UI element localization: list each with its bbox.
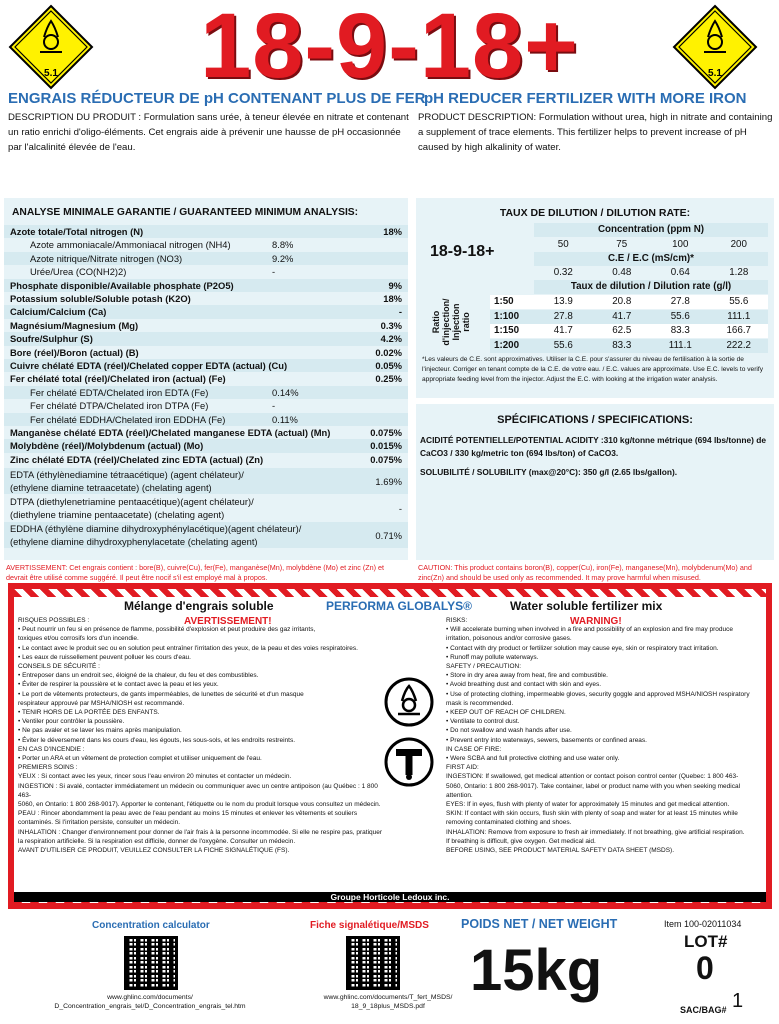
analysis-label: Phosphate disponible/Available phosphate (P2O5)	[10, 279, 234, 291]
analysis-row	[4, 305, 408, 318]
product-title: 18-9-18+	[200, 0, 579, 97]
safety-line: removing contaminated clothing and shoes.	[446, 819, 572, 827]
analysis-sub-value: 0.14%	[272, 386, 299, 398]
dilution-cell: 1.28	[729, 267, 749, 278]
analysis-row	[4, 359, 408, 372]
dilution-cell: 41.7	[553, 325, 573, 336]
injection-ratio: 1:50	[494, 296, 514, 307]
dilution-cell: 222.2	[726, 339, 752, 351]
dilution-cell: 13.9	[553, 296, 573, 307]
analysis-row	[4, 279, 408, 292]
agent-label-line-1: EDDHA (éthylène diamine dihydroxyphénylacétique)(agent chélateur)/	[10, 523, 302, 535]
ce-header: C.E / E.C (mS/cm)*	[534, 252, 768, 266]
agent-label-line-1: EDTA (éthylènediamine tétraacétique) (agent chélateur)/	[10, 469, 244, 481]
company-name: Groupe Horticole Ledoux inc.	[14, 892, 766, 902]
description-fr: DESCRIPTION DU PRODUIT : Formulation sans urée, à teneur élevée en nitrate et contenant un ratio enrichi d'oligo-éléments. Cet engrais aide à prévenir une hausse de pH occasionnée par l'alcalinité élevée de l'eau.	[8, 112, 409, 153]
subtitle-en: pH REDUCER FERTILIZER WITH MORE IRON	[424, 90, 747, 107]
conc-header: Concentration (ppm N)	[534, 223, 768, 237]
guaranteed-analysis-panel	[4, 198, 408, 560]
analysis-value: -	[398, 306, 402, 318]
analysis-sub-value: 9.2%	[272, 252, 294, 264]
safety-box	[8, 583, 772, 909]
safety-line: • Contact with dry product or fertilizer solution may cause eye, skin or respiratory tract irritation.	[446, 644, 719, 652]
dilution-rate-values	[534, 339, 768, 353]
analysis-row	[4, 238, 408, 251]
specifications-panel	[416, 404, 774, 560]
safety-line: • Ne pas avaler et se laver les mains après manipulation.	[18, 727, 182, 735]
safety-line: irritation, poisonous and/or corrosive gases.	[446, 635, 572, 643]
warning-label: WARNING!	[570, 616, 622, 627]
analysis-label: Soufre/Sulphur (S)	[10, 333, 93, 345]
analysis-label: Fer chélaté total (réel)/Chelated iron (actual) (Fe)	[10, 373, 226, 385]
agent-label	[10, 468, 244, 494]
analysis-row	[4, 332, 408, 345]
analysis-label: Calcium/Calcium (Ca)	[10, 306, 107, 318]
dilution-cell: 0.64	[670, 267, 690, 278]
agent-label-line-2: (ethylene diamine dihydroxyphenylacetate (chelating agent)	[10, 536, 258, 548]
safety-line: INGESTION: If swallowed, get medical attention or contact poison control center (Quebec: 1 800 463-	[446, 773, 739, 781]
dilution-rate-values	[534, 324, 768, 338]
analysis-row	[4, 399, 408, 412]
analysis-row	[4, 265, 408, 278]
analysis-value: 0.015%	[370, 440, 402, 452]
dilution-cell: 0.32	[553, 267, 573, 278]
analysis-value: 18%	[383, 293, 402, 304]
analysis-row	[4, 453, 408, 466]
safety-line: EYES: If in eyes, flush with plenty of water for approximately 15 minutes and get medical attention.	[446, 801, 730, 809]
agent-value: 0.71%	[375, 530, 402, 542]
warning-en: CAUTION: This product contains boron(B), copper(Cu), iron(Fe), manganese(Mn), molybdenum(Mo) and zinc(Zn) and should be used only as recommended. It may prove harmful when misused.	[418, 563, 752, 582]
analysis-label: Cuivre chélaté EDTA (réel)/Chelated copper EDTA (actual) (Cu)	[10, 360, 288, 371]
safety-line: • Ventiler pour contrôler la poussière.	[18, 718, 125, 726]
calculator-url-line-2[interactable]: D_Concentration_engrais_tel/D_Concentration_engrais_tel.htm	[54, 1003, 246, 1010]
dilution-product: 18-9-18+	[430, 243, 495, 260]
dilution-cell: 111.1	[668, 339, 692, 351]
safety-line: IN CASE OF FIRE:	[446, 745, 502, 753]
dilution-cell: 55.6	[553, 339, 573, 351]
dilution-cell: 200	[730, 239, 747, 250]
msds-label: Fiche signalétique/MSDS	[310, 920, 429, 931]
warning-fr: AVERTISSEMENT: Cet engrais contient : bore(B), cuivre(Cu), fer(Fe), manganèse(Mn), molybdène (Mo) et zinc (Zn) et devrait être utilisé comme suggéré. Il peut être nocif s'il est employé mal à propos.	[6, 563, 385, 582]
safety-line: INHALATION: Remove from exposure to fresh air immediately. If not breathing, give artificial respiration.	[446, 828, 745, 836]
ce-row	[534, 266, 768, 280]
safety-line: • KEEP OUT OF REACH OF CHILDREN.	[446, 709, 566, 717]
injection-ratio: 1:200	[494, 339, 520, 351]
safety-line: respirateur approuvé par MSHA/NIOSH est recommandé.	[18, 699, 185, 707]
safety-line: SAFETY / PRECAUTION:	[446, 663, 522, 671]
injection-ratio: 1:100	[494, 310, 520, 322]
dilution-title: TAUX DE DILUTION / DILUTION RATE:	[499, 207, 691, 219]
dilution-rate-rows	[490, 295, 768, 353]
analysis-sub-value: -	[272, 266, 276, 278]
ec-note: *Les valeurs de C.E. sont approximatives. Utiliser la C.E. pour s'assurer du niveau de fertilisation à la sortie de l'injecteur. Corriger en tenant compte de la C.E. de votre eau. / E.C. values are approximate. Use E.C. levels to verify appropriate feeding level from the injector. Adjust the E.C. with looking at the irrigation water analysis.	[422, 356, 763, 383]
analysis-value: 0.075%	[370, 427, 402, 438]
analysis-value: 0.25%	[375, 373, 402, 385]
safety-line: • Éviter de respirer la poussière et le contact avec la peau et les yeux.	[18, 681, 219, 689]
agent-label	[10, 495, 254, 521]
dilution-cell: 100	[672, 239, 689, 250]
msds-url-line-1[interactable]: www.ghlinc.com/documents/T_fert_MSDS/	[323, 994, 453, 1001]
agent-label	[10, 522, 301, 548]
safety-line: • Éviter le déversement dans les cours d'eau, les égouts, les sous-sols, et les endroits restreints.	[18, 736, 296, 744]
safety-line: CONSEILS DE SÉCURITÉ :	[18, 663, 100, 671]
chelating-agent-row	[4, 495, 408, 521]
calculator-url-line-1[interactable]: www.ghlinc.com/documents/	[107, 994, 193, 1001]
safety-line: • Were SCBA and full protective clothing and use water only.	[446, 755, 620, 763]
analysis-label: Fer chélaté EDTA/Chelated iron EDTA (Fe)	[30, 386, 209, 398]
safety-line: • Ventilate to control dust.	[446, 718, 520, 726]
agent-label-line-2: (ethylene diamine tetraacetate) (chelating agent)	[10, 482, 212, 494]
safety-line: PEAU : Rincer abondamment la peau avec de l'eau pendant au moins 15 minutes et enlever les vêtements et souliers	[18, 810, 358, 818]
bag-label: SAC/BAG#	[680, 1005, 727, 1015]
analysis-row	[4, 413, 408, 426]
ratio-word: Ratio	[431, 310, 441, 334]
safety-line: INGESTION : Si avalé, contacter immédiatement un médecin ou communiquer avec un centre antipoison (au Québec : 1 800 463-	[18, 782, 378, 799]
safety-line: mask is recommended.	[446, 699, 514, 707]
dilution-rate-values	[534, 295, 768, 309]
ppm-row	[534, 238, 768, 252]
analysis-label: Manganèse chélaté EDTA (réel)/Chelated manganese EDTA (actual) (Mn)	[10, 427, 331, 438]
safety-line: • Peut nourrir un feu si en présence de flamme, possibilité d'explosion et peut produire des gaz irritants,	[18, 626, 316, 634]
safety-line: • Will accelerate burning when involved in a fire and possibility of an explosion and fire may produce	[446, 626, 733, 634]
safety-line: • Use of protecting clothing, impermeable gloves, security goggle and approved MSHA/NIOSH respiratory	[446, 690, 750, 698]
safety-line: • Les eaux de ruissellement peuvent polluer les cours d'eau.	[18, 653, 191, 661]
msds-qr-code[interactable]	[346, 936, 400, 990]
safety-line: If breathing is difficult, give oxygen. Get medical aid.	[446, 837, 596, 845]
safety-line: 5060, en Ontario: 1 800 268-9017). Apporter le contenant, l'étiquette ou le nom du produit lorsque vous consultez un médecin.	[18, 801, 381, 809]
bag-value: 1	[732, 990, 744, 1012]
safety-line: INHALATION : Changer d'environnement pour donner de l'air frais à la personne incommodée. Si elle ne respire pas, pratiquer	[18, 828, 383, 836]
rate-header: Taux de dilution / Dilution rate (g/l)	[534, 280, 768, 294]
item-number: Item 100-02011034	[664, 919, 742, 929]
analysis-label: Urée/Urea (CO(NH2)2)	[30, 266, 127, 278]
analysis-label: Zinc chélaté EDTA (réel)/Chelated zinc EDTA (actual) (Zn)	[10, 453, 264, 465]
subtitle-fr: ENGRAIS RÉDUCTEUR DE pH CONTENANT PLUS DE FER	[8, 90, 426, 107]
analysis-value: 0.02%	[375, 346, 402, 358]
safety-line: • Le contact avec le produit sec ou en solution peut entraîner l'irritation des yeux, de la peau et des voies respiratoires.	[18, 644, 358, 652]
safety-line: • Avoid breathing dust and contact with skin and eyes.	[446, 681, 602, 689]
analysis-label: Fer chélaté DTPA/Chelated iron DTPA (Fe)	[30, 400, 209, 412]
analysis-row	[4, 439, 408, 452]
ratio-word: Injection	[451, 303, 461, 341]
safety-line: BEFORE USING, SEE PRODUCT MATERIAL SAFETY DATA SHEET (MSDS).	[446, 847, 675, 855]
dilution-cell: 111.1	[727, 310, 751, 322]
calculator-qr-code[interactable]	[124, 936, 178, 990]
analysis-sub-value: 8.8%	[272, 239, 294, 251]
analysis-row	[4, 426, 408, 439]
net-weight-label: POIDS NET / NET WEIGHT	[461, 917, 618, 931]
agent-label-line-2: (diethylene triamine pentaacetate) (chelating agent)	[10, 509, 225, 521]
lot-label: LOT#	[684, 932, 728, 951]
analysis-row	[4, 386, 408, 399]
dilution-rate-values	[534, 310, 768, 324]
agent-value: -	[398, 503, 402, 515]
dilution-cell: 41.7	[612, 310, 632, 322]
safety-line: PREMIERS SOINS :	[18, 764, 78, 772]
safety-title-en: Water soluble fertilizer mix	[510, 599, 663, 613]
analysis-label: Azote totale/Total nitrogen (N)	[10, 226, 144, 237]
analysis-row	[4, 372, 408, 385]
analysis-value: 9%	[388, 279, 402, 291]
dilution-cell: 83.3	[612, 339, 632, 351]
injection-ratio: 1:150	[494, 325, 520, 336]
dilution-rate-row	[490, 310, 768, 324]
agent-value: 1.69%	[375, 476, 402, 488]
brand-name: PERFORMA GLOBALYS®	[326, 599, 472, 613]
description-en: PRODUCT DESCRIPTION: Formulation without urea, high in nitrate and containing a supplement of trace elements. This fertilizer helps to prevent increase of pH caused by high alkalinity of water.	[418, 112, 773, 153]
safety-line: • Porter un ARA et un vêtement de protection complet et utiliser uniquement de l'eau.	[18, 755, 262, 763]
chelating-agent-row	[4, 522, 408, 548]
safety-line: 5060, Ontario: 1 800 268-9017). Take container, label or product name with you when seeking medical	[446, 782, 741, 790]
safety-line: • TENIR HORS DE LA PORTÉE DES ENFANTS.	[18, 709, 160, 717]
safety-line: FIRST AID:	[446, 764, 479, 772]
oxidizer-whmis-icon	[384, 677, 434, 727]
dilution-cell: 75	[616, 239, 628, 250]
dilution-rate-row	[490, 295, 768, 309]
safety-line: attention.	[446, 791, 473, 799]
dilution-cell: 50	[557, 239, 569, 250]
agent-label-line-1: DTPA (diethylenetriamine pentaacétique)(agent chélateur)/	[10, 496, 254, 508]
analysis-label: Bore (réel)/Boron (actual) (B)	[10, 346, 139, 358]
msds-url-line-2[interactable]: 18_9_18plus_MSDS.pdf	[351, 1003, 425, 1010]
safety-line: EN CAS D'INCENDIE :	[18, 745, 85, 753]
hazard-stripe-top	[14, 589, 766, 597]
analysis-label: Potassium soluble/Soluble potash (K2O)	[10, 293, 191, 304]
solubility: SOLUBILITÉ / SOLUBILITY (max@20°C): 350 g/l (2.65 lbs/gallon).	[420, 467, 678, 477]
dilution-cell: 27.8	[670, 296, 690, 307]
analysis-value: 0.05%	[375, 360, 402, 371]
safety-line: contaminés. Si l'irritation persiste, consulter un médecin.	[18, 819, 181, 827]
dilution-cell: 27.8	[553, 310, 573, 322]
injection-ratio-label	[426, 292, 476, 352]
analysis-value: 0.075%	[370, 453, 402, 465]
safety-line: • Do not swallow and wash hands after use.	[446, 727, 572, 735]
analysis-sub-value: -	[272, 400, 276, 412]
analysis-value: 4.2%	[380, 333, 402, 345]
avertissement-label: AVERTISSEMENT!	[184, 616, 272, 627]
dilution-cell: 166.7	[726, 325, 752, 336]
dilution-cell: 55.6	[670, 310, 690, 322]
safety-line: • Prevent entry into waterways, sewers, basements or confined areas.	[446, 736, 647, 744]
analysis-row	[4, 319, 408, 332]
analysis-label: Molybdène (réel)/Molybdenum (actual) (Mo)	[10, 440, 204, 452]
lot-value: 0	[696, 950, 714, 986]
safety-line: toxiques et/ou corrosifs lors d'un incendie.	[18, 635, 139, 643]
analysis-value: 18%	[383, 226, 402, 237]
analysis-row	[4, 292, 408, 305]
calculator-label: Concentration calculator	[92, 920, 210, 931]
analysis-value: 0.3%	[380, 319, 402, 331]
specs-title: SPÉCIFICATIONS / SPECIFICATIONS:	[497, 414, 693, 426]
dilution-rate-row	[490, 339, 768, 353]
safety-text-fr	[18, 616, 390, 855]
potential-acidity: ACIDITÉ POTENTIELLE/POTENTIAL ACIDITY :310 kg/tonne métrique (694 lbs/tonne) de CaCO3 / 330 kg/metric ton (694 lbs/ton) of CaCO3.	[420, 435, 767, 458]
analysis-row	[4, 252, 408, 265]
dilution-panel	[416, 198, 774, 398]
safety-text-en	[446, 616, 764, 855]
msds-url[interactable]	[298, 993, 478, 1011]
dilution-cell: 55.6	[729, 296, 749, 307]
analysis-title: ANALYSE MINIMALE GARANTIE / GUARANTEED MINIMUM ANALYSIS:	[12, 207, 359, 218]
analysis-row	[4, 346, 408, 359]
dilution-cell: 0.48	[612, 267, 632, 278]
safety-line: • Le port de vêtements protecteurs, de gants imperméables, de lunettes de sécurité et d'un masque	[18, 690, 304, 698]
analysis-label: Azote nitrique/Nitrate nitrogen (NO3)	[30, 252, 183, 264]
safety-line: SKIN: If contact with skin occurs, flush skin with plenty of soap and water for at least 15 minutes while	[446, 810, 738, 818]
ratio-word: d'injection/	[441, 298, 451, 346]
dilution-rate-row	[490, 324, 768, 338]
hazard-class-label: 5.1	[708, 68, 722, 79]
analysis-row	[4, 225, 408, 238]
dilution-cell: 83.3	[670, 325, 690, 336]
analysis-label: Fer chélaté EDDHA/Chelated iron EDDHA (Fe)	[30, 413, 226, 425]
ratio-word: ratio	[461, 312, 471, 332]
dilution-cell: 62.5	[612, 325, 632, 336]
safety-line: • Entreposer dans un endroit sec, éloigné de la chaleur, du feu et des combustibles.	[18, 672, 259, 680]
analysis-label: Azote ammoniacale/Ammoniacal nitrogen (NH4)	[30, 239, 231, 251]
toxic-whmis-icon	[384, 737, 434, 787]
chelating-agent-row	[4, 468, 408, 494]
safety-line: AVANT D'UTILISER CE PRODUIT, VEUILLEZ CONSULTER LA FICHE SIGNALÉTIQUE (FS).	[18, 847, 290, 855]
safety-line: RISKS:	[446, 617, 468, 624]
analysis-label: Magnésium/Magnesium (Mg)	[10, 319, 139, 331]
safety-line: YEUX : Si contact avec les yeux, rincer sous l'eau environ 20 minutes et contacter un médecin.	[18, 773, 292, 781]
analysis-sub-value: 0.11%	[272, 413, 298, 425]
dilution-cell: 20.8	[612, 296, 632, 307]
safety-line: la respiration artificielle. Si la respiration est difficile, donner de l'oxygène. Consulter un médecin.	[18, 837, 296, 845]
safety-line: • Store in dry area away from heat, fire and combustible.	[446, 672, 608, 680]
safety-line: RISQUES POSSIBLES :	[18, 617, 90, 624]
safety-line: • Runoff may pollute waterways.	[446, 653, 539, 661]
calculator-url[interactable]	[0, 993, 300, 1011]
hazard-class-label: 5.1	[44, 68, 58, 79]
net-weight-value: 15kg	[470, 938, 603, 1003]
safety-title-fr: Mélange d'engrais soluble	[124, 599, 274, 613]
